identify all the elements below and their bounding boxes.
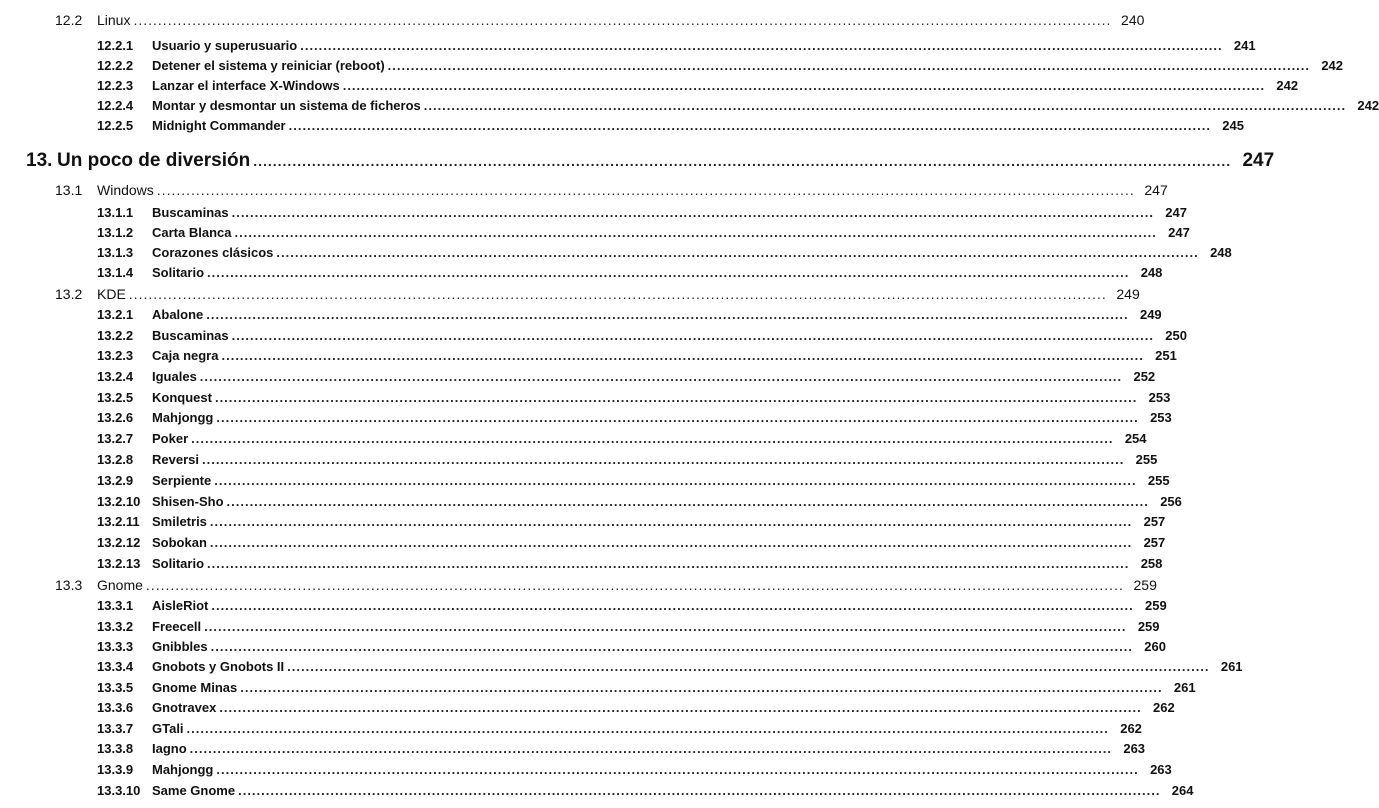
toc-entry-row[interactable] xyxy=(97,307,1162,322)
toc-entry-row[interactable] xyxy=(97,598,1167,613)
toc-page-number: 252 xyxy=(1133,369,1156,384)
toc-number: 13.3.9 xyxy=(97,762,134,777)
dot-leader: ........................................................................................................................................................................................................ xyxy=(287,659,1210,674)
toc-number: 13.2.2 xyxy=(97,328,134,343)
dot-leader: ........................................................................................................................................................................................................ xyxy=(186,721,1109,736)
toc-title: Buscaminas xyxy=(152,205,229,220)
toc-title: Detener el sistema y reiniciar (reboot) xyxy=(152,58,385,73)
toc-page-number: 242 xyxy=(1357,98,1379,113)
toc-number: 13. xyxy=(26,150,53,171)
toc-section-row[interactable] xyxy=(55,577,1157,593)
toc-title: KDE xyxy=(97,286,126,302)
toc-number: 13.1.1 xyxy=(97,205,134,220)
dot-leader: ........................................................................................................................................................................................................ xyxy=(240,680,1163,695)
toc-entry-row[interactable] xyxy=(97,639,1166,654)
toc-entry-row[interactable] xyxy=(97,494,1182,509)
toc-entry-row[interactable] xyxy=(97,348,1177,363)
dot-leader: ........................................................................................................................................................................................................ xyxy=(145,577,1124,593)
dot-leader: ........................................................................................................................................................................................................ xyxy=(209,535,1133,550)
toc-title: Buscaminas xyxy=(152,328,229,343)
dot-leader: ........................................................................................................................................................................................................ xyxy=(191,431,1114,446)
toc-number: 13.2.13 xyxy=(97,556,141,571)
toc-entry-row[interactable] xyxy=(97,473,1170,488)
toc-title: GTali xyxy=(152,721,184,736)
toc-title: Montar y desmontar un sistema de ficheros xyxy=(152,98,421,113)
toc-title: AisleRiot xyxy=(152,598,209,613)
toc-entry-row[interactable] xyxy=(97,680,1196,695)
toc-number: 12.2 xyxy=(55,12,83,28)
toc-page-number: 258 xyxy=(1140,556,1163,571)
toc-number: 13.2.12 xyxy=(97,535,141,550)
toc-entry-row[interactable] xyxy=(97,205,1187,220)
toc-title: Gnibbles xyxy=(152,639,208,654)
toc-page-number: 241 xyxy=(1233,38,1256,53)
toc-title: Caja negra xyxy=(152,348,219,363)
dot-leader: ........................................................................................................................................................................................................ xyxy=(209,514,1133,529)
toc-title: Mahjongg xyxy=(152,410,214,425)
toc-entry-row[interactable] xyxy=(97,659,1243,674)
toc-page-number: 249 xyxy=(1116,286,1140,302)
toc-page-number: 242 xyxy=(1321,58,1344,73)
toc-page-number: 259 xyxy=(1133,577,1157,593)
toc-page-number: 254 xyxy=(1124,431,1147,446)
toc-number: 12.2.3 xyxy=(97,78,134,93)
dot-leader: ........................................................................................................................................................................................................ xyxy=(189,741,1113,756)
toc-number: 13.2.4 xyxy=(97,369,134,384)
dot-leader: ........................................................................................................................................................................................................ xyxy=(423,98,1347,113)
toc-entry-row[interactable] xyxy=(97,369,1156,384)
toc-entry-row[interactable] xyxy=(97,78,1299,93)
toc-number: 13.3 xyxy=(55,577,83,593)
toc-page-number: 247 xyxy=(1144,182,1168,198)
toc-number: 13.2.9 xyxy=(97,473,134,488)
toc-page-number: 253 xyxy=(1148,390,1171,405)
toc-title: Linux xyxy=(97,12,131,28)
toc-title: Gnome xyxy=(97,577,143,593)
toc-title: Midnight Commander xyxy=(152,118,286,133)
toc-title: Shisen-Sho xyxy=(152,494,224,509)
toc-number: 13.1.4 xyxy=(97,265,134,280)
toc-title: Usuario y superusuario xyxy=(152,38,298,53)
toc-number: 12.2.5 xyxy=(97,118,134,133)
toc-title: Iguales xyxy=(152,369,197,384)
toc-number: 13.3.10 xyxy=(97,783,141,798)
dot-leader: ........................................................................................................................................................................................................ xyxy=(211,598,1134,613)
toc-page-number: 257 xyxy=(1143,514,1166,529)
toc-number: 12.2.1 xyxy=(97,38,134,53)
toc-entry-row[interactable] xyxy=(97,98,1379,113)
toc-page-number: 247 xyxy=(1165,205,1187,220)
dot-leader: ........................................................................................................................................................................................................ xyxy=(216,410,1139,425)
toc-title: Freecell xyxy=(152,619,202,634)
toc-title: Gnotravex xyxy=(152,700,217,715)
toc-number: 13.1.3 xyxy=(97,245,134,260)
toc-page-number: 253 xyxy=(1150,410,1172,425)
dot-leader: ........................................................................................................................................................................................................ xyxy=(216,762,1139,777)
toc-number: 13.2.10 xyxy=(97,494,141,509)
toc-number: 13.2.6 xyxy=(97,410,134,425)
toc-page-number: 262 xyxy=(1120,721,1142,736)
toc-number: 12.2.2 xyxy=(97,58,134,73)
toc-title: Abalone xyxy=(152,307,204,322)
toc-title: Serpiente xyxy=(152,473,212,488)
toc-page-number: 263 xyxy=(1150,762,1172,777)
toc-title: Iagno xyxy=(152,741,187,756)
toc-page-number: 250 xyxy=(1165,328,1187,343)
toc-title: Un poco de diversión xyxy=(57,150,251,171)
toc-number: 13.3.4 xyxy=(97,659,134,674)
toc-number: 13.2.8 xyxy=(97,452,134,467)
toc-number: 13.2.1 xyxy=(97,307,134,322)
dot-leader: ........................................................................................................................................................................................................ xyxy=(226,494,1149,509)
dot-leader: ........................................................................................................................................................................................................ xyxy=(156,182,1135,198)
dot-leader: ........................................................................................................................................................................................................ xyxy=(199,369,1123,384)
toc-entry-row[interactable] xyxy=(97,535,1166,550)
toc-entry-row[interactable] xyxy=(97,390,1171,405)
dot-leader: ........................................................................................................................................................................................................ xyxy=(207,265,1130,280)
toc-entry-row[interactable] xyxy=(97,118,1244,133)
toc-entry-row[interactable] xyxy=(97,410,1172,425)
dot-leader: ........................................................................................................................................................................................................ xyxy=(300,38,1223,53)
dot-leader: ........................................................................................................................................................................................................ xyxy=(206,307,1129,322)
toc-number: 13.1.2 xyxy=(97,225,134,240)
toc-page-number: 245 xyxy=(1222,118,1244,133)
toc-page-number: 240 xyxy=(1121,12,1145,28)
toc-page-number: 256 xyxy=(1160,494,1182,509)
toc-number: 13.3.6 xyxy=(97,700,134,715)
toc-number: 13.3.3 xyxy=(97,639,134,654)
dot-leader: ........................................................................................................................................................................................................ xyxy=(253,153,1232,169)
dot-leader: ........................................................................................................................................................................................................ xyxy=(221,348,1144,363)
toc-page-number: 261 xyxy=(1220,659,1243,674)
dot-leader: ........................................................................................................................................................................................................ xyxy=(276,245,1199,260)
toc-page-number: 261 xyxy=(1173,680,1196,695)
toc-title: Solitario xyxy=(152,556,205,571)
toc-title: Gnome Minas xyxy=(152,680,238,695)
dot-leader: ........................................................................................................................................................................................................ xyxy=(219,700,1142,715)
toc-entry-row[interactable] xyxy=(97,328,1187,343)
toc-number: 13.2.5 xyxy=(97,390,134,405)
toc-entry-row[interactable] xyxy=(97,38,1256,53)
dot-leader: ........................................................................................................................................................................................................ xyxy=(207,556,1130,571)
toc-page-number: 248 xyxy=(1210,245,1232,260)
toc-page-number: 247 xyxy=(1242,150,1275,171)
toc-page-number: 263 xyxy=(1123,741,1146,756)
toc-number: 13.2 xyxy=(55,286,83,302)
toc-page-number: 242 xyxy=(1276,78,1299,93)
toc-page-number: 259 xyxy=(1137,619,1160,634)
toc-entry-row[interactable] xyxy=(97,431,1147,446)
toc-page-number: 255 xyxy=(1147,473,1170,488)
toc-page-number: 249 xyxy=(1139,307,1162,322)
dot-leader: ........................................................................................................................................................................................................ xyxy=(288,118,1211,133)
toc-page-number: 264 xyxy=(1171,783,1194,798)
toc-entry-row[interactable] xyxy=(97,762,1172,777)
toc-title: Windows xyxy=(97,182,154,198)
toc-title: Mahjongg xyxy=(152,762,214,777)
toc-title: Same Gnome xyxy=(152,783,236,798)
toc-page-number: 260 xyxy=(1144,639,1166,654)
toc-entry-row[interactable] xyxy=(97,58,1344,73)
dot-leader: ........................................................................................................................................................................................................ xyxy=(204,619,1127,634)
toc-page-number: 247 xyxy=(1168,225,1190,240)
toc-entry-row[interactable] xyxy=(97,783,1194,798)
dot-leader: ........................................................................................................................................................................................................ xyxy=(234,225,1157,240)
dot-leader: ........................................................................................................................................................................................................ xyxy=(201,452,1125,467)
toc-title: Carta Blanca xyxy=(152,225,232,240)
dot-leader: ........................................................................................................................................................................................................ xyxy=(214,390,1138,405)
toc-entry-row[interactable] xyxy=(97,619,1160,634)
toc-number: 13.1 xyxy=(55,182,83,198)
toc-number: 13.3.8 xyxy=(97,741,134,756)
toc-title: Lanzar el interface X-Windows xyxy=(152,78,340,93)
dot-leader: ........................................................................................................................................................................................................ xyxy=(387,58,1311,73)
toc-page-number: 251 xyxy=(1155,348,1177,363)
toc-entry-row[interactable] xyxy=(97,556,1163,571)
toc-number: 13.3.5 xyxy=(97,680,134,695)
toc-title: Konquest xyxy=(152,390,212,405)
toc-title: Poker xyxy=(152,431,189,446)
toc-title: Smiletris xyxy=(152,514,207,529)
toc-entry-row[interactable] xyxy=(97,741,1146,756)
dot-leader: ........................................................................................................................................................................................................ xyxy=(342,78,1266,93)
toc-page-number: 259 xyxy=(1145,598,1167,613)
toc-page-number: 248 xyxy=(1140,265,1163,280)
dot-leader: ........................................................................................................................................................................................................ xyxy=(133,12,1112,28)
dot-leader: ........................................................................................................................................................................................................ xyxy=(128,286,1107,302)
toc-number: 13.3.2 xyxy=(97,619,134,634)
toc-number: 13.3.7 xyxy=(97,721,134,736)
toc-title: Solitario xyxy=(152,265,205,280)
toc-entry-row[interactable] xyxy=(97,700,1175,715)
toc-section-row[interactable] xyxy=(55,12,1145,28)
toc-page-number: 257 xyxy=(1143,535,1166,550)
toc-page-number: 262 xyxy=(1152,700,1175,715)
toc-number: 13.2.7 xyxy=(97,431,134,446)
toc-page-number: 255 xyxy=(1135,452,1158,467)
toc-entry-row[interactable] xyxy=(97,245,1232,260)
toc-title: Gnobots y Gnobots II xyxy=(152,659,285,674)
dot-leader: ........................................................................................................................................................................................................ xyxy=(210,639,1133,654)
toc-title: Reversi xyxy=(152,452,199,467)
toc-title: Sobokan xyxy=(152,535,207,550)
toc-entry-row[interactable] xyxy=(97,721,1142,736)
dot-leader: ........................................................................................................................................................................................................ xyxy=(231,205,1154,220)
toc-chapter-row[interactable] xyxy=(26,150,1275,172)
toc-number: 13.2.11 xyxy=(97,514,140,529)
toc-number: 12.2.4 xyxy=(97,98,134,113)
toc-entry-row[interactable] xyxy=(97,265,1163,280)
toc-entry-row[interactable] xyxy=(97,514,1166,529)
toc-entry-row[interactable] xyxy=(97,452,1158,467)
toc-section-row[interactable] xyxy=(55,286,1140,302)
dot-leader: ........................................................................................................................................................................................................ xyxy=(214,473,1137,488)
dot-leader: ........................................................................................................................................................................................................ xyxy=(231,328,1154,343)
toc-number: 13.3.1 xyxy=(97,598,134,613)
toc-section-row[interactable] xyxy=(55,182,1168,198)
toc-number: 13.2.3 xyxy=(97,348,134,363)
toc-entry-row[interactable] xyxy=(97,225,1190,240)
dot-leader: ........................................................................................................................................................................................................ xyxy=(238,783,1161,798)
toc-title: Corazones clásicos xyxy=(152,245,274,260)
